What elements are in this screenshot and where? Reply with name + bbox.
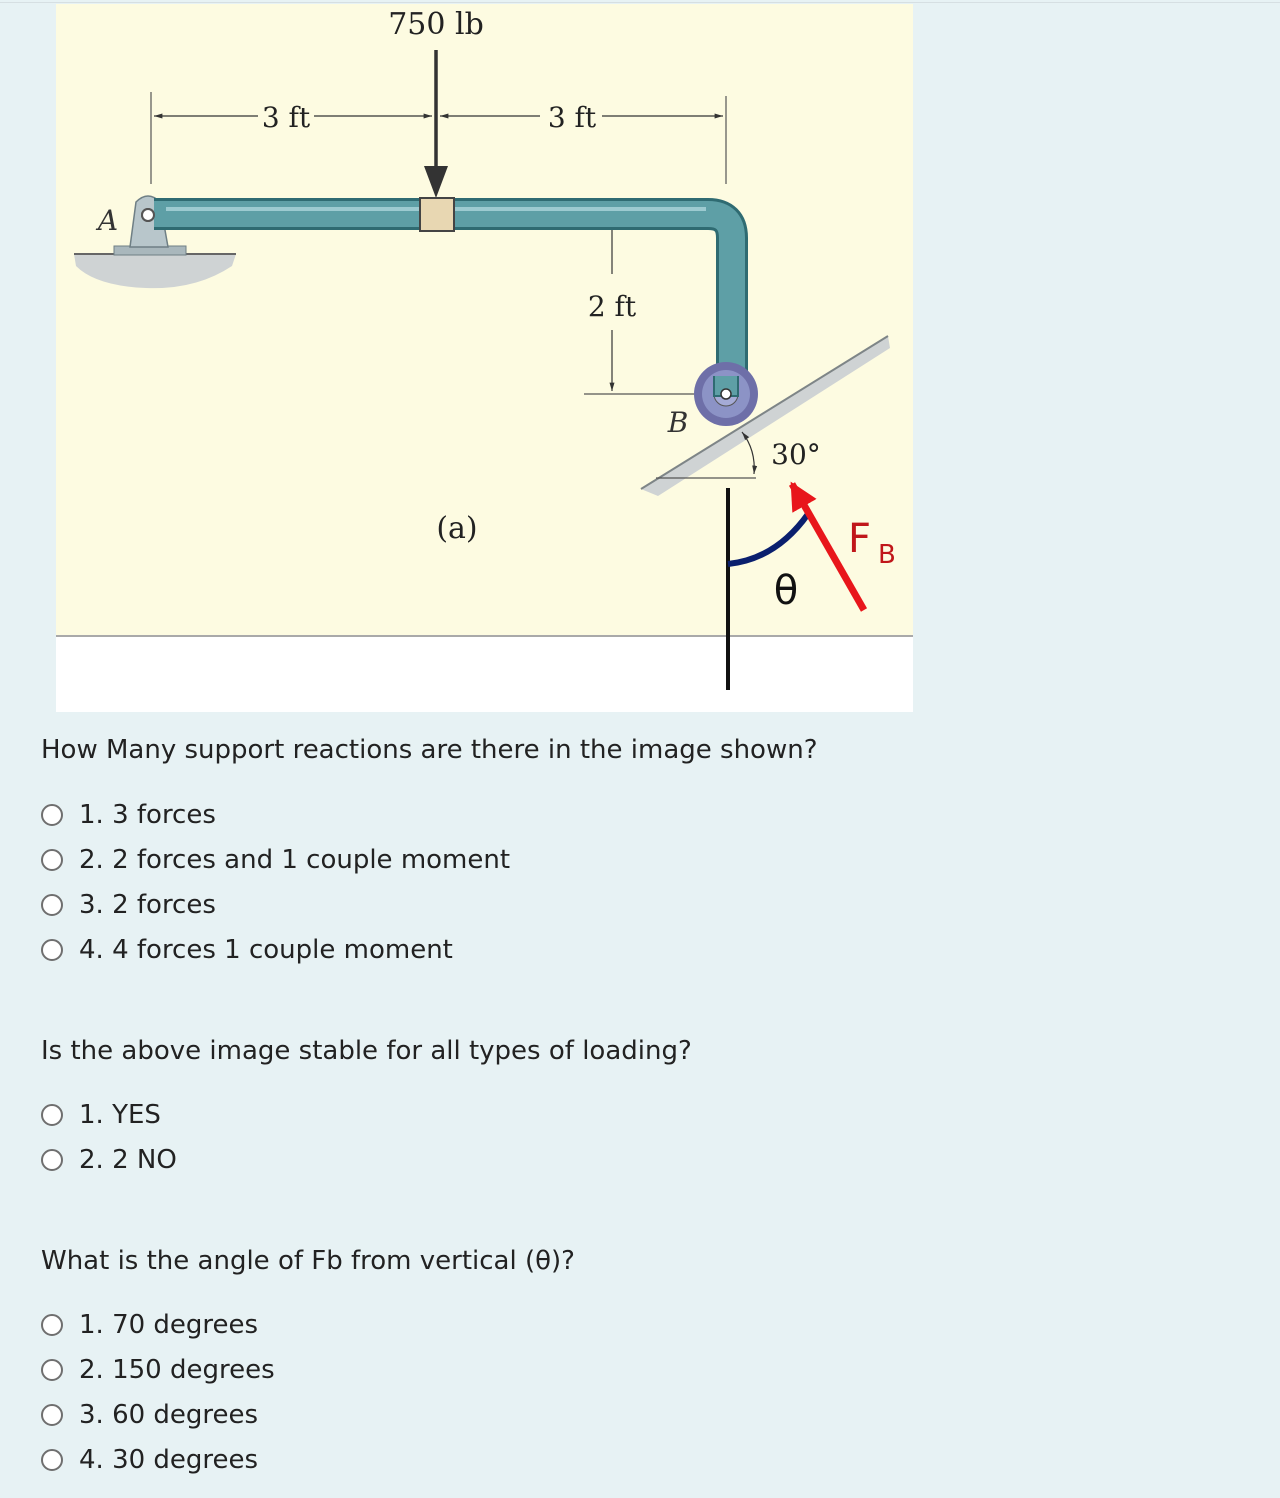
q1-option-3[interactable] [41, 882, 510, 927]
force-fb-label: F [848, 516, 872, 562]
question-3-options [41, 1302, 275, 1482]
radio-button[interactable] [41, 849, 63, 871]
q2-option-2[interactable] [41, 1137, 177, 1182]
option-label: 2. 150 degrees [79, 1354, 275, 1385]
question-1-text: How Many support reactions are there in the image shown? [41, 735, 818, 765]
option-label: 4. 4 forces 1 couple moment [79, 934, 453, 965]
option-label: 1. 70 degrees [79, 1309, 259, 1340]
q1-option-4[interactable] [41, 927, 510, 972]
angle-label: 30° [771, 438, 821, 471]
option-label: 3. 60 degrees [79, 1399, 259, 1430]
top-divider [0, 2, 1280, 3]
theta-label: θ [773, 568, 799, 614]
question-1-options [41, 792, 510, 972]
q3-option-3[interactable] [41, 1392, 275, 1437]
radio-button[interactable] [41, 939, 63, 961]
frame-diagram [56, 4, 913, 712]
radio-button[interactable] [41, 1104, 63, 1126]
option-label: 2. 2 forces and 1 couple moment [79, 844, 511, 875]
radio-button[interactable] [41, 1359, 63, 1381]
support-b-label: B [667, 406, 689, 439]
question-3-text: What is the angle of Fb from vertical (θ)? [41, 1246, 575, 1276]
question-2-text: Is the above image stable for all types of loading? [41, 1036, 692, 1066]
option-label: 3. 2 forces [79, 889, 216, 920]
problem-figure [56, 4, 913, 712]
roller-axle [721, 389, 731, 399]
radio-button[interactable] [41, 894, 63, 916]
q3-option-4[interactable] [41, 1437, 275, 1482]
radio-button[interactable] [41, 1449, 63, 1471]
q3-option-1[interactable] [41, 1302, 275, 1347]
q3-option-2[interactable] [41, 1347, 275, 1392]
option-label: 1. 3 forces [79, 799, 216, 830]
q1-option-2[interactable] [41, 837, 510, 882]
option-label: 2. 2 NO [79, 1144, 177, 1175]
load-label: 750 lb [388, 7, 484, 42]
radio-button[interactable] [41, 1149, 63, 1171]
figure-caption: (a) [436, 511, 478, 546]
radio-button[interactable] [41, 804, 63, 826]
dim-right-label: 3 ft [547, 101, 597, 134]
dim-height-label: 2 ft [587, 290, 637, 323]
radio-button[interactable] [41, 1314, 63, 1336]
load-block [420, 198, 454, 231]
force-fb-subscript: B [878, 540, 896, 570]
option-label: 4. 30 degrees [79, 1444, 259, 1475]
q1-option-1[interactable] [41, 792, 510, 837]
question-2-options [41, 1092, 177, 1182]
radio-button[interactable] [41, 1404, 63, 1426]
dim-left-label: 3 ft [261, 101, 311, 134]
q2-option-1[interactable] [41, 1092, 177, 1137]
option-label: 1. YES [79, 1099, 161, 1130]
support-a-label: A [97, 204, 119, 237]
